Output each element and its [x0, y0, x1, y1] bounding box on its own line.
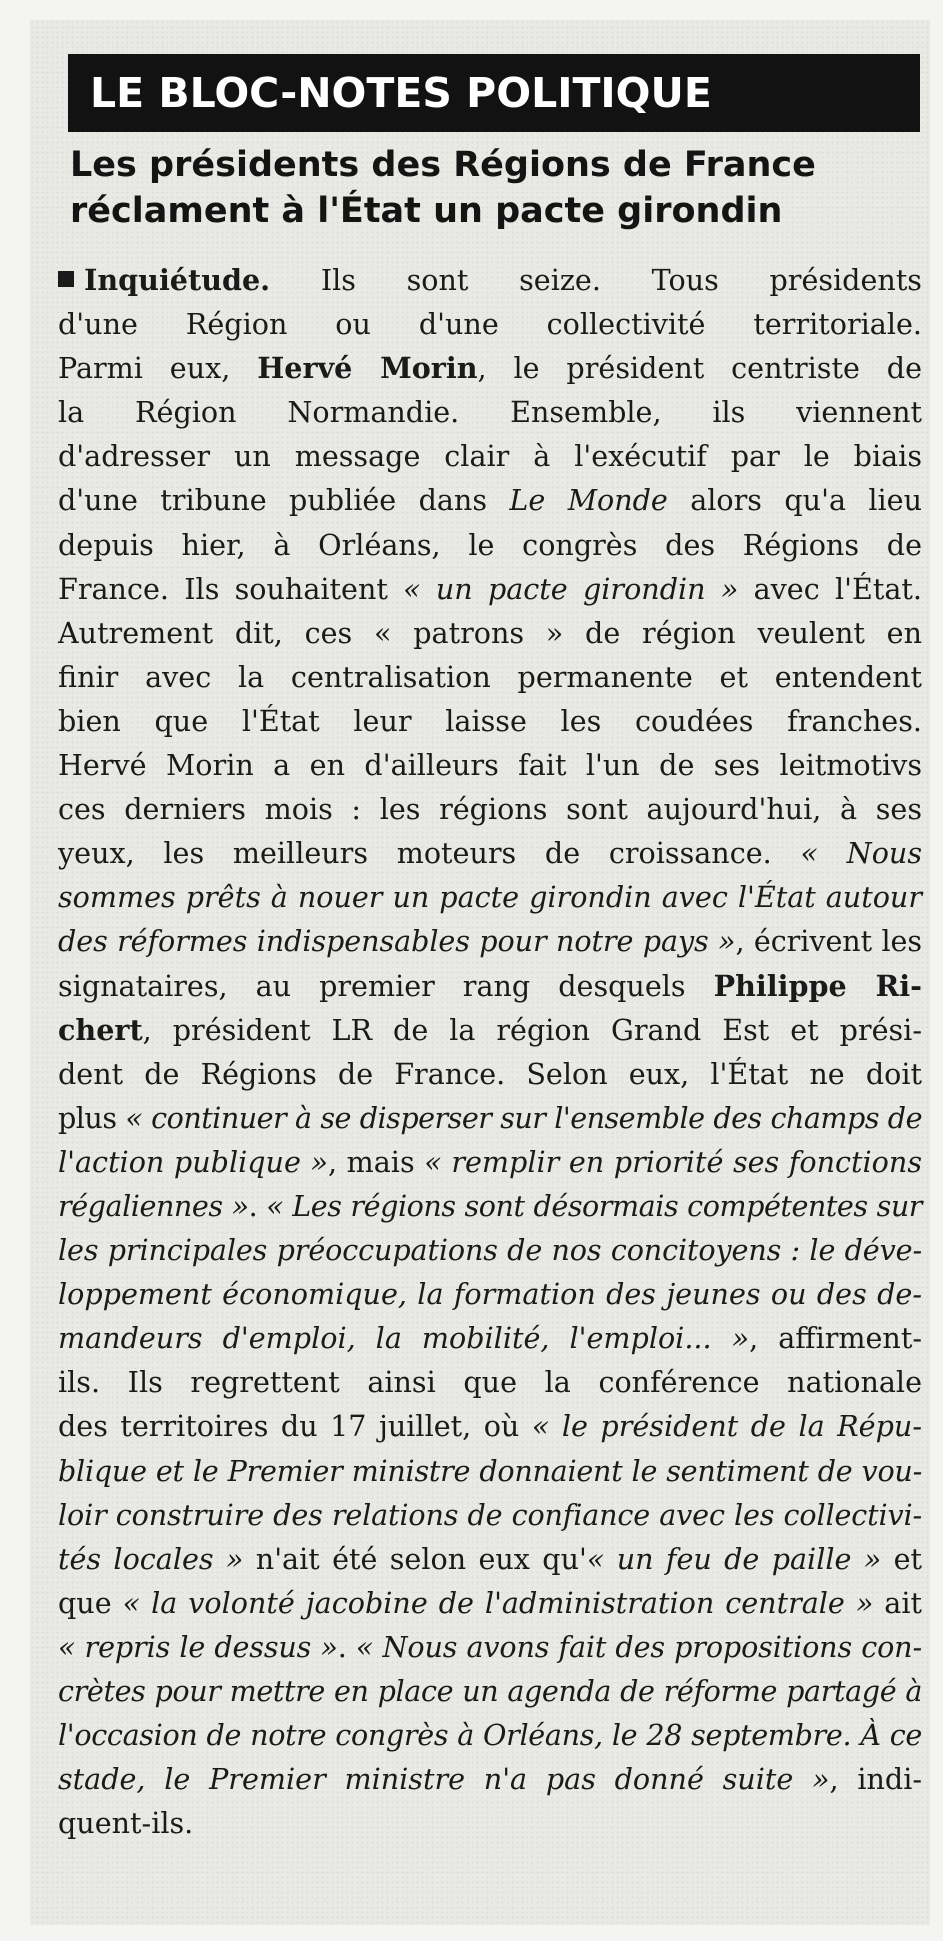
- article-line: [58, 302, 922, 346]
- text-segment: yeux, les meilleurs moteurs de croissance.: [58, 836, 801, 871]
- text-segment: loppement économique, la formation des jeunes ou des de-: [58, 1277, 922, 1312]
- text-segment: , mais: [327, 1144, 425, 1179]
- text-segment: blique et le Premier ministre donnaient le sentiment de vou-: [58, 1453, 922, 1488]
- text-segment: chert: [58, 1012, 143, 1047]
- text-segment: la Région Normandie. Ensemble, ils viennent: [58, 395, 922, 430]
- article-line: [58, 1316, 922, 1360]
- text-segment: d'une Région ou d'une collectivité territoriale.: [58, 307, 922, 342]
- article-body: [58, 258, 922, 1845]
- text-segment: , indi-: [829, 1762, 922, 1797]
- text-segment: ces derniers mois : les régions sont aujourd'hui, à ses: [58, 792, 922, 827]
- article-line: [58, 1228, 922, 1272]
- headline-line: réclament à l'État un pacte girondin: [70, 191, 783, 231]
- text-segment: , le président centriste de: [477, 351, 922, 386]
- text-segment: tés locales »: [58, 1541, 244, 1576]
- article-line: [58, 964, 922, 1008]
- article-line: [58, 1449, 922, 1493]
- text-segment: France. Ils souhaitent: [58, 571, 404, 606]
- text-segment: « remplir en priorité ses fonctions: [424, 1144, 922, 1179]
- article-line: [58, 1052, 922, 1096]
- article-line: [58, 523, 922, 567]
- text-segment: bien que l'État leur laisse les coudées franches.: [58, 703, 922, 738]
- text-segment: l'action publique »: [58, 1144, 328, 1179]
- article-line: [58, 787, 922, 831]
- text-segment: finir avec la centralisation permanente et entendent: [58, 659, 922, 694]
- text-segment: « un feu de paille »: [586, 1541, 882, 1576]
- text-segment: depuis hier, à Orléans, le congrès des Régions de: [58, 527, 922, 562]
- article-line: [58, 1272, 922, 1316]
- text-segment: mandeurs d'emploi, la mobilité, l'emploi... »: [58, 1321, 750, 1356]
- article-line: [58, 1008, 922, 1052]
- text-segment: l'occasion de notre congrès à Orléans, le 28 septembre. À ce: [58, 1718, 922, 1753]
- lead-word: Inquiétude.: [84, 263, 271, 297]
- text-segment: que: [58, 1585, 123, 1620]
- text-segment: , écrivent les: [735, 924, 923, 959]
- article-line: [58, 699, 922, 743]
- article-line: [58, 1404, 922, 1448]
- text-segment: dent de Régions de France. Selon eux, l'État ne doit: [58, 1056, 922, 1091]
- text-segment: Ils sont seize. Tous présidents: [270, 263, 922, 297]
- article-line: [58, 1096, 922, 1140]
- section-title: LE BLOC-NOTES POLITIQUE: [90, 69, 712, 117]
- text-segment: plus: [58, 1100, 126, 1135]
- article-line: [58, 1669, 922, 1713]
- text-segment: , président LR de la région Grand Est et prési-: [142, 1012, 922, 1047]
- article-line: [58, 831, 922, 875]
- section-banner: [68, 54, 920, 132]
- article-line: [58, 1801, 922, 1845]
- text-segment: « un pacte girondin »: [403, 571, 739, 606]
- article-line: [58, 567, 922, 611]
- text-segment: ils. Ils regrettent ainsi que la conférence nationale: [58, 1365, 922, 1400]
- text-segment: et: [881, 1541, 923, 1576]
- article-line: [58, 478, 922, 522]
- article-line: [58, 1713, 922, 1757]
- text-segment: les principales préoccupations de nos concitoyens : le déve-: [58, 1233, 922, 1268]
- text-segment: n'ait été selon eux qu': [243, 1541, 587, 1576]
- text-segment: « Nous avons fait des propositions con-: [355, 1629, 922, 1664]
- text-segment: des réformes indispensables pour notre pays »: [58, 924, 736, 959]
- article-line: [58, 346, 922, 390]
- text-segment: avec l'État.: [738, 571, 922, 606]
- text-segment: alors qu'a lieu: [667, 483, 922, 518]
- article-line: [58, 1757, 922, 1801]
- text-segment: signataires, au premier rang desquels: [58, 968, 714, 1003]
- text-segment: « repris le dessus »: [58, 1629, 338, 1664]
- text-segment: .: [248, 1188, 267, 1223]
- square-bullet-icon: [58, 271, 74, 287]
- text-segment: régaliennes »: [58, 1188, 249, 1223]
- article-line: [58, 1184, 922, 1228]
- text-segment: ait: [873, 1585, 922, 1620]
- article-line: [58, 919, 922, 963]
- text-segment: loir construire des relations de confiance avec les collectivi-: [58, 1497, 922, 1532]
- text-segment: crètes pour mettre en place un agenda de réforme partagé à: [58, 1674, 922, 1708]
- text-segment: Autrement dit, ces « patrons » de région veulent en: [58, 615, 922, 650]
- headline-line: Les présidents des Régions de France: [70, 145, 816, 185]
- text-segment: Le Monde: [509, 483, 668, 518]
- text-segment: d'une tribune publiée dans: [58, 483, 510, 518]
- text-segment: « le président de la Répu-: [531, 1409, 922, 1444]
- article-line: [58, 1493, 922, 1537]
- text-segment: sommes prêts à nouer un pacte girondin avec l'État autour: [58, 880, 922, 915]
- article-line: [58, 1581, 922, 1625]
- article-line: [58, 390, 922, 434]
- text-segment: Philippe Ri-: [713, 968, 922, 1003]
- article-line: [58, 1537, 922, 1581]
- article-line: [58, 875, 922, 919]
- article-line: [58, 743, 922, 787]
- text-segment: « Les régions sont désormais compétentes sur: [266, 1188, 922, 1223]
- text-segment: « la volonté jacobine de l'administration centrale »: [122, 1585, 874, 1620]
- article-line: [58, 1625, 922, 1669]
- text-segment: Hervé Morin a en d'ailleurs fait l'un de ses leitmotivs: [58, 748, 922, 783]
- text-segment: « continuer à se disperser sur l'ensemble des champs de: [125, 1100, 922, 1135]
- text-segment: , affirment-: [749, 1321, 922, 1356]
- article-headline: [70, 142, 920, 234]
- article-line: [58, 655, 922, 699]
- text-segment: quent-ils.: [58, 1806, 194, 1841]
- text-segment: d'adresser un message clair à l'exécutif par le biais: [58, 439, 922, 474]
- article-line: [58, 258, 922, 302]
- article-line: [58, 1140, 922, 1184]
- text-segment: des territoires du 17 juillet, où: [58, 1409, 532, 1444]
- article-line: [58, 1360, 922, 1404]
- text-segment: stade, le Premier ministre n'a pas donné suite »: [58, 1762, 830, 1797]
- text-segment: Parmi eux,: [58, 351, 258, 386]
- text-segment: .: [337, 1629, 356, 1664]
- text-segment: Hervé Morin: [257, 351, 478, 386]
- article-line: [58, 611, 922, 655]
- text-segment: « Nous: [800, 836, 922, 871]
- article-line: [58, 434, 922, 478]
